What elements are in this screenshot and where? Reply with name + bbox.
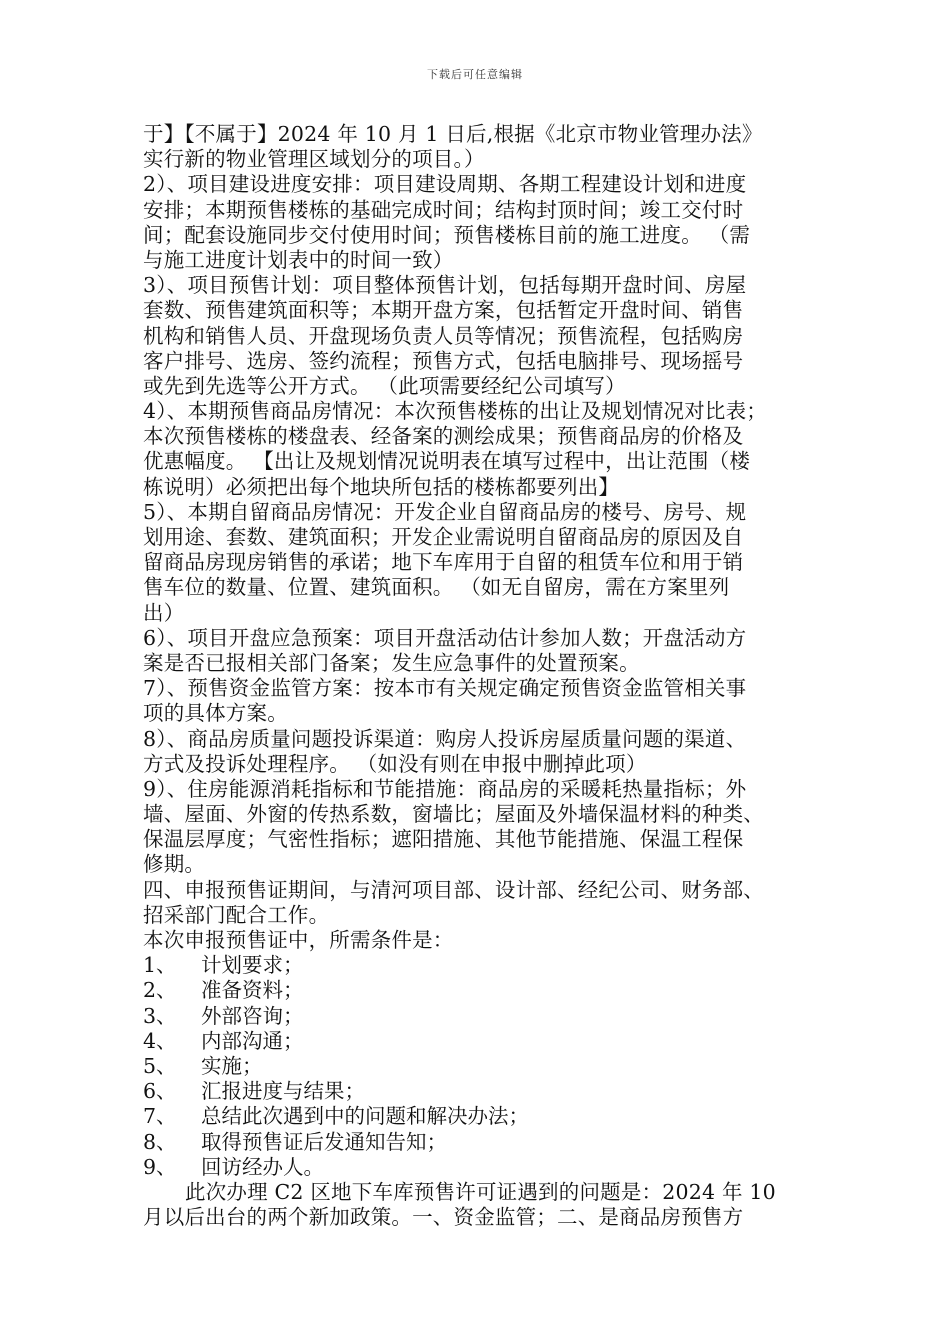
text-line: 墙、屋面、外窗的传热系数，窗墙比；屋面及外墙保温材料的种类、: [143, 802, 764, 827]
text-line: 4）、本期预售商品房情况：本次预售楼栋的出让及规划情况对比表；: [143, 399, 767, 424]
list-item-number: 2、: [143, 978, 177, 1003]
list-item: [143, 1029, 833, 1054]
text-line: 留商品房现房销售的承诺；地下车库用于自留的租赁车位和用于销: [143, 550, 744, 575]
text-line: 此次办理 C2 区地下车库预售许可证遇到的问题是：2024 年 10: [185, 1179, 776, 1204]
page-header: 下载后可任意编辑: [427, 68, 523, 81]
text-line: 9）、住房能源消耗指标和节能措施：商品房的采暖耗热量指标；外: [143, 776, 747, 801]
list-item-text: 回访经办人。: [201, 1154, 324, 1179]
list-item-text: 外部咨询；: [201, 1003, 304, 1028]
text-line: 四、申报预售证期间，与清河项目部、设计部、经纪公司、财务部、: [143, 877, 764, 902]
list-item-number: 6、: [143, 1079, 177, 1104]
text-line: 客户排号、选房、签约流程；预售方式，包括电脑排号、现场摇号: [143, 348, 744, 373]
list-item-text: 准备资料；: [201, 978, 304, 1003]
text-line: 划用途、套数、建筑面积；开发企业需说明自留商品房的原因及自: [143, 525, 744, 549]
text-line: 3）、项目预售计划：项目整体预售计划，包括每期开盘时间、房屋: [143, 273, 747, 298]
text-line: 案是否已报相关部门备案；发生应急事件的处置预案。: [143, 650, 640, 675]
text-line: 本次预售楼栋的楼盘表、经备案的测绘成果；预售商品房的价格及: [143, 424, 744, 449]
text-line: 本次申报预售证中，所需条件是：: [143, 928, 454, 952]
list-item: [143, 953, 833, 978]
list-item: [143, 978, 833, 1003]
text-line: 于】【不属于】2024 年 10 月 1 日后,根据《北京市物业管理办法》: [143, 122, 763, 146]
text-line: 8）、商品房质量问题投诉渠道：购房人投诉房屋质量问题的渠道、: [143, 726, 747, 751]
document-body: [143, 122, 833, 1230]
text-line: 项的具体方案。: [143, 701, 288, 726]
list-item-number: 9、: [143, 1154, 177, 1179]
list-item-number: 7、: [143, 1104, 177, 1129]
text-line: 修期。: [143, 852, 206, 877]
list-item: [143, 1130, 833, 1155]
list-item-number: 5、: [143, 1053, 177, 1078]
list-item: [143, 1079, 833, 1104]
text-line: 月以后出台的两个新加政策。一、资金监管；二、是商品房预售方: [143, 1205, 744, 1230]
text-line: 机构和销售人员、开盘现场负责人员等情况；预售流程，包括购房: [143, 323, 744, 348]
list-item: [143, 1104, 833, 1129]
text-line: 5）、本期自留商品房情况：开发企业自留商品房的楼号、房号、规: [143, 499, 747, 524]
list-item-text: 内部沟通；: [201, 1028, 304, 1053]
text-line: 栋说明）必须把出每个地块所包括的楼栋都要列出】: [143, 474, 620, 499]
list-item: [143, 1054, 833, 1079]
list-item-text: 取得预售证后发通知告知；: [201, 1129, 447, 1154]
text-line: 与施工进度计划表中的时间一致）: [143, 247, 454, 272]
text-line: 间；配套设施同步交付使用时间；预售楼栋目前的施工进度。 （需: [143, 222, 751, 247]
text-line: 优惠幅度。 【出让及规划情况说明表在填写过程中，出让范围（楼: [143, 449, 751, 474]
list-item-text: 总结此次遇到中的问题和解决办法；: [201, 1104, 529, 1129]
list-item-text: 计划要求；: [201, 953, 304, 978]
list-item: [143, 1004, 833, 1029]
text-line: 实行新的物业管理区域划分的项目。）: [143, 147, 485, 172]
text-line: 6）、项目开盘应急预案：项目开盘活动估计参加人数；开盘活动方: [143, 625, 747, 650]
text-line: 招采部门配合工作。: [143, 902, 330, 927]
list-item-number: 8、: [143, 1129, 177, 1154]
text-line: 出）: [143, 600, 185, 625]
text-line: 套数、预售建筑面积等；本期开盘方案，包括暂定开盘时间、销售: [143, 298, 744, 323]
text-line: 7）、预售资金监管方案：按本市有关规定确定预售资金监管相关事: [143, 676, 747, 701]
text-line: 2）、项目建设进度安排：项目建设周期、各期工程建设计划和进度: [143, 172, 747, 197]
list-item-number: 3、: [143, 1003, 177, 1028]
text-line: 或先到先选等公开方式。 （此项需要经纪公司填写）: [143, 373, 626, 398]
list-item-number: 1、: [143, 953, 177, 978]
paragraph-lines: [143, 122, 833, 953]
list-item-text: 实施；: [201, 1053, 263, 1078]
closing-paragraph: [143, 1180, 833, 1230]
text-line: 方式及投诉处理程序。 （如没有则在申报中删掉此项）: [143, 751, 647, 776]
text-line: 售车位的数量、位置、建筑面积。 （如无自留房，需在方案里列: [143, 575, 730, 600]
text-line: 安排；本期预售楼栋的基础完成时间；结构封顶时间；竣工交付时: [143, 197, 744, 222]
condition-list: [143, 953, 833, 1180]
list-item: [143, 1155, 833, 1180]
list-item-text: 汇报进度与结果；: [201, 1079, 365, 1104]
list-item-number: 4、: [143, 1028, 177, 1053]
text-line: 保温层厚度；气密性指标；遮阳措施、其他节能措施、保温工程保: [143, 827, 744, 852]
